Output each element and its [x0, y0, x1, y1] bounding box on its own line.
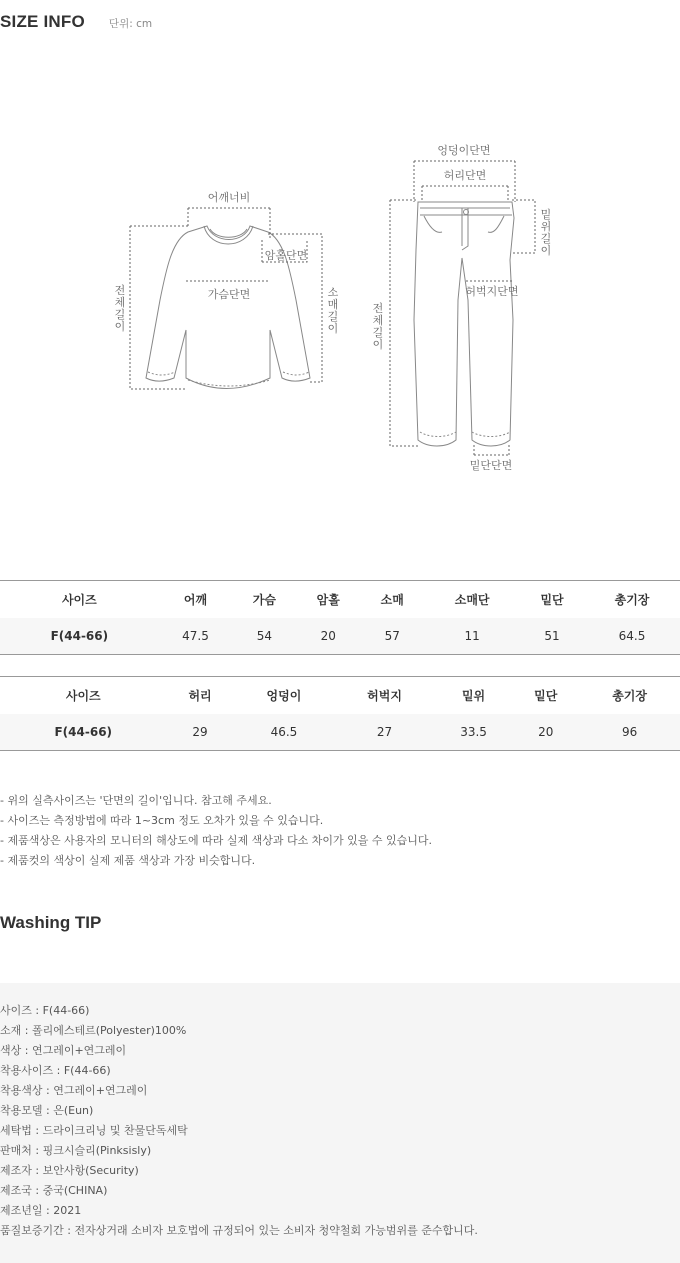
table-header-cell: 엉덩이	[234, 677, 335, 714]
armhole-label: 암홀단면	[264, 249, 308, 262]
svg-text:체: 체	[372, 314, 384, 327]
table-cell: 96	[579, 714, 680, 751]
svg-text:이: 이	[327, 322, 339, 335]
pants-length-label	[373, 301, 384, 351]
table-cell: 27	[334, 714, 435, 751]
table-cell: 20	[512, 714, 579, 751]
table-header-cell: 허리	[167, 677, 234, 714]
info-model: 착용모델 : 은(Eun)	[0, 1104, 94, 1117]
top-size-table	[0, 580, 680, 655]
table-cell: 47.5	[159, 618, 233, 655]
info-worn-size: 착용사이즈 : F(44-66)	[0, 1064, 111, 1077]
size-info-title: SIZE INFO	[0, 12, 85, 31]
table-cell: 51	[520, 618, 584, 655]
table-header-cell: 사이즈	[0, 677, 167, 714]
waist-label: 허리단면	[443, 169, 487, 182]
table-cell: F(44-66)	[0, 714, 167, 751]
size-diagram-svg	[0, 130, 680, 490]
product-info-box	[0, 983, 680, 1263]
info-manufacturer: 제조자 : 보안사항(Security)	[0, 1164, 139, 1177]
size-notes	[0, 791, 432, 871]
svg-text:체: 체	[114, 296, 126, 309]
svg-text:길: 길	[540, 232, 552, 245]
table-row	[0, 618, 680, 655]
note-line: - 사이즈는 측정방법에 따라 1~3cm 정도 오차가 있을 수 있습니다.	[0, 814, 324, 827]
hem-label: 밑단단면	[469, 459, 513, 472]
info-warranty: 품질보증기간 : 전자상거래 소비자 보호법에 규정되어 있는 소비자 청약철회 가능범위를 준수합니다.	[0, 1224, 478, 1237]
pants-illustration	[414, 202, 514, 446]
table-header-cell: 밑위	[435, 677, 512, 714]
table-header-row	[0, 677, 680, 714]
table-header-cell: 암홀	[296, 581, 360, 618]
table-header-cell: 밑단	[512, 677, 579, 714]
note-line: - 위의 실측사이즈는 '단면의 길이'입니다. 참고해 주세요.	[0, 794, 272, 807]
unit-label: 단위: cm	[108, 18, 153, 30]
table-cell: 46.5	[234, 714, 335, 751]
chest-label: 가슴단면	[207, 288, 251, 301]
info-material: 소재 : 폴리에스테르(Polyester)100%	[0, 1024, 187, 1037]
table-header-row	[0, 581, 680, 618]
table-cell: 11	[424, 618, 520, 655]
svg-text:길: 길	[114, 308, 126, 321]
table-row	[0, 714, 680, 751]
svg-text:소: 소	[327, 286, 339, 299]
svg-text:위: 위	[540, 220, 552, 233]
table-header-cell: 총기장	[584, 581, 680, 618]
size-diagram	[0, 130, 680, 490]
info-year: 제조년일 : 2021	[0, 1204, 82, 1217]
note-line: - 제품컷의 색상이 실제 제품 색상과 가장 비슷합니다.	[0, 854, 256, 867]
table-cell: 54	[232, 618, 296, 655]
table-header-cell: 소매	[360, 581, 424, 618]
info-wash-method: 세탁법 : 드라이크리닝 및 찬물단독세탁	[0, 1124, 188, 1137]
table-header-cell: 밑단	[520, 581, 584, 618]
info-size: 사이즈 : F(44-66)	[0, 1004, 90, 1017]
table-cell: 29	[167, 714, 234, 751]
rise-label	[541, 207, 552, 257]
table-cell: 64.5	[584, 618, 680, 655]
top-length-label	[115, 283, 126, 333]
bottom-size-table	[0, 676, 680, 751]
table-header-cell: 어깨	[159, 581, 233, 618]
pants-measure-lines	[390, 161, 535, 455]
thigh-label: 허벅지단면	[465, 285, 519, 298]
note-line: - 제품색상은 사용자의 모니터의 해상도에 따라 실제 색상과 다소 차이가 있을 수 있습니다.	[0, 834, 432, 847]
table-header-cell: 사이즈	[0, 581, 159, 618]
svg-text:길: 길	[327, 310, 339, 323]
hip-label: 엉덩이단면	[437, 144, 491, 157]
table-cell: 20	[296, 618, 360, 655]
table-cell: F(44-66)	[0, 618, 159, 655]
svg-text:이: 이	[540, 244, 552, 257]
table-header-cell: 소매단	[424, 581, 520, 618]
svg-text:전: 전	[114, 284, 126, 297]
shoulder-label: 어깨너비	[207, 191, 251, 204]
table-header-cell: 총기장	[579, 677, 680, 714]
washing-tip-title: Washing TIP	[0, 913, 102, 932]
svg-text:길: 길	[372, 326, 384, 339]
svg-text:이: 이	[372, 338, 384, 351]
svg-text:밑: 밑	[540, 208, 552, 221]
info-color: 색상 : 연그레이+연그레이	[0, 1044, 127, 1057]
table-cell: 33.5	[435, 714, 512, 751]
info-seller: 판매처 : 핑크시슬리(Pinksisly)	[0, 1144, 152, 1157]
size-info-header	[0, 12, 152, 36]
svg-text:이: 이	[114, 320, 126, 333]
info-country: 제조국 : 중국(CHINA)	[0, 1184, 108, 1197]
sleeve-length-label	[328, 286, 339, 335]
info-worn-color: 착용색상 : 연그레이+연그레이	[0, 1084, 148, 1097]
svg-text:전: 전	[372, 302, 384, 315]
svg-text:매: 매	[327, 298, 339, 311]
table-header-cell: 허벅지	[334, 677, 435, 714]
table-header-cell: 가슴	[232, 581, 296, 618]
table-cell: 57	[360, 618, 424, 655]
